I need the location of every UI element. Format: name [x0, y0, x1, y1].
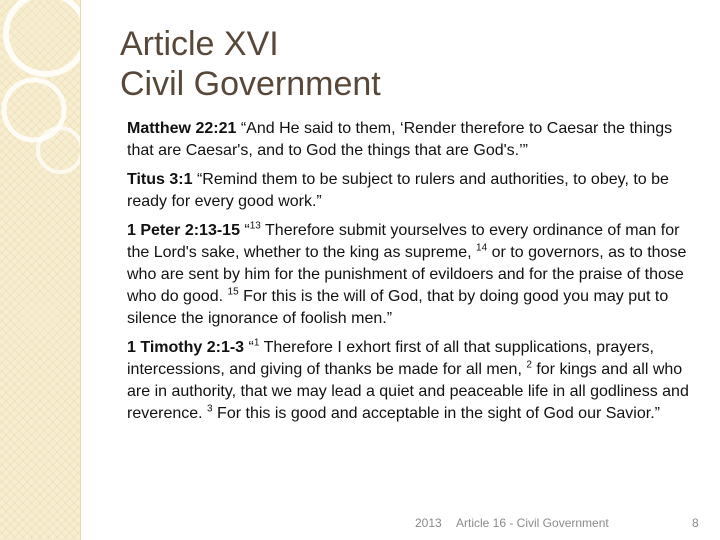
slide-title-line1: Article XVI [120, 25, 279, 63]
verse-number: 2 [526, 359, 532, 371]
passage-text: For this is good and acceptable in the sight of God our Savior.” [212, 405, 660, 422]
slide-body [127, 118, 697, 432]
footer-label: Article 16 - Civil Government [456, 516, 609, 530]
passage-1-peter [127, 220, 697, 330]
passage-reference: Titus 3:1 [127, 171, 193, 188]
verse-number: 15 [227, 286, 239, 298]
decorative-sidebar [0, 0, 81, 540]
verse-number: 3 [207, 403, 213, 415]
decorative-circles-icon [0, 0, 80, 200]
slide-title-line2: Civil Government [120, 65, 381, 103]
passage-text: for kings and all who are in authority, that we may lead a quiet and peaceable life in all godliness and reverence. [127, 361, 689, 422]
passage-1-timothy [127, 337, 697, 425]
passage-reference: 1 Timothy 2:1-3 [127, 339, 245, 356]
passage-reference: Matthew 22:21 [127, 120, 237, 137]
quote-open: “ [244, 222, 250, 239]
passage-text: For this is the will of God, that by doing good you may put to silence the ignorance of foolish men.” [127, 288, 669, 327]
verse-number: 13 [249, 220, 261, 232]
verse-number: 14 [476, 242, 488, 254]
quote-open: “ [248, 339, 254, 356]
slide-title [120, 24, 680, 104]
passage-text: “And He said to them, ‘Render therefore to Caesar the things that are Caesar's, and to God the things that are God's.’” [127, 120, 673, 159]
passage-text: Therefore submit yourselves to every ordinance of man for the Lord's sake, whether to the king as supreme, [127, 222, 680, 261]
passage-text: or to governors, as to those who are sent by him for the punishment of evildoers and for the praise of those who do good. [127, 244, 687, 305]
passage-reference: 1 Peter 2:13-15 [127, 222, 240, 239]
passage-titus [127, 169, 697, 213]
passage-matthew [127, 118, 697, 162]
passage-text: Therefore I exhort first of all that supplications, prayers, intercessions, and giving of thanks be made for all men, [127, 339, 654, 378]
passage-text: “Remind them to be subject to rulers and authorities, to obey, to be ready for every good work.” [127, 171, 669, 210]
verse-number: 1 [253, 337, 260, 349]
page-number: 8 [692, 516, 699, 530]
footer-year: 2013 [415, 516, 442, 530]
